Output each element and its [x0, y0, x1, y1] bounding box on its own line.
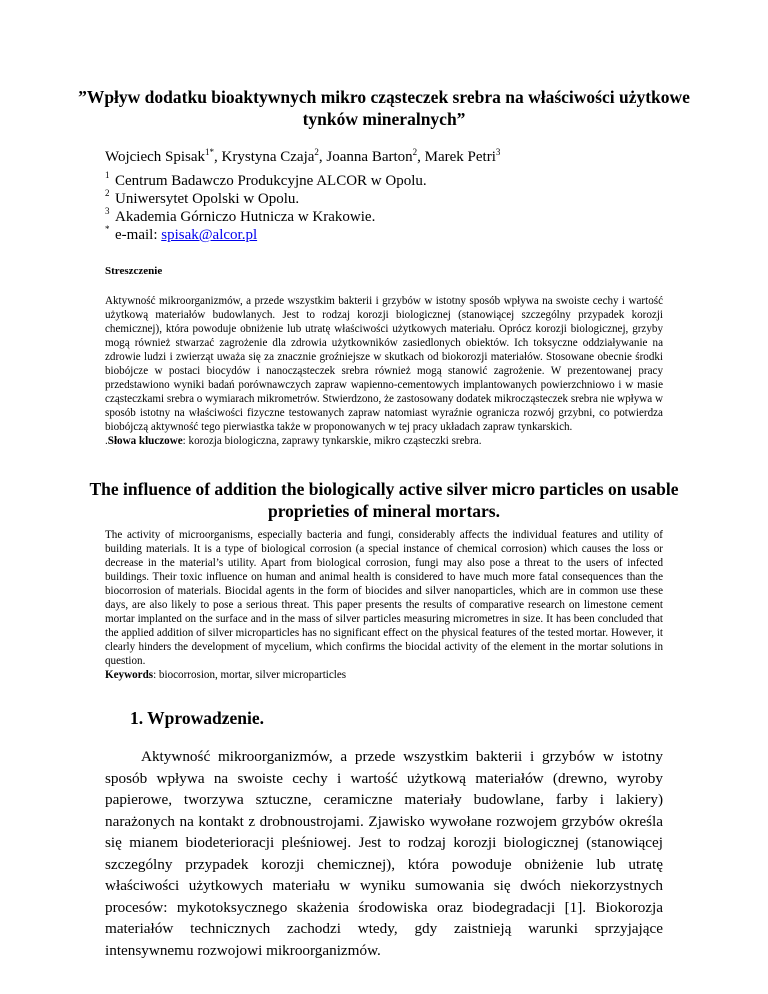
paper-title-polish: ”Wpływ dodatku bioaktywnych mikro cząsteczek srebra na właściwości użytkowe tynków mineralnych”	[78, 87, 690, 129]
author-name: Joanna Barton	[326, 149, 413, 165]
abstract-polish-text: Aktywność mikroorganizmów, a przede wszystkim bakterii i grzybów w istotny sposób wpływa na swoiste cechy i wartość użytkową materiałów budowlanych. Jest to rodzaj korozji biologicznej (stanowiącej szczególny przypadek korozji chemicznej), która powoduje obniżenie lub utratę właściwości użytkowych materiału. Oprócz korozji biologicznej, grzyby mogą również stwarzać zagrożenie dla zdrowia użytkowników zasiedlonych obiektów. Ich toksyczne oddziaływanie na zdrowie ludzi i zwierząt uważa się za znacznie groźniejsze w skutkach od biokorozji materiałów. Stosowane obecnie środki biobójcze w postaci biocydów i nanocząsteczek srebra również mogą stanowić zagrożenie. W prezentowanej pracy przedstawiono wyniki badań porównawczych zapraw wapienno-cementowych implantowanych powierzchniowo i w masie cząsteczkami srebra o wymiarach mikrometrów. Stwierdzono, że zastosowany dodatek mikrocząsteczek srebra nie wpływa w sposób istotny na właściwości fizyczne testowanych zapraw natomiast wyraźnie ogranicza rozwój grzybni, co potwierdza biobójczą aktywność tego pierwiastka także w proponowanych w tej pracy układach zapraw tynkarskich.	[105, 295, 663, 434]
author-name: Marek Petri	[424, 149, 496, 165]
affiliation-text: Uniwersytet Opolski w Opolu.	[115, 191, 300, 207]
author-list: Wojciech Spisak$^{1*}$, Krystyna Czaja$^2$, Joanna Barton$^2$, Marek Petri$^3$	[105, 147, 501, 165]
keywords-list: : korozja biologiczna, zaprawy tynkarskie, mikro cząsteczki srebra.	[182, 435, 482, 448]
keywords-english	[105, 668, 663, 682]
keywords-label: Słowa kluczowe	[107, 435, 183, 448]
email-link[interactable]: spisak@alcor.pl	[161, 227, 258, 243]
author-affiliation-mark: 1*	[205, 147, 215, 157]
keywords-polish	[105, 434, 663, 448]
paper-title-english: The influence of addition the biologically active silver micro particles on usable proprieties of mineral mortars.	[89, 479, 679, 521]
author-name: Krystyna Czaja	[221, 149, 315, 165]
abstract-english	[105, 528, 663, 683]
affiliation-text: Akademia Górniczo Hutnicza w Krakowie.	[115, 209, 376, 225]
section-paragraph: Aktywność mikroorganizmów, a przede wszystkim bakterii i grzybów w istotny sposób wpływa na swoiste cechy i wartość użytkową materiałów (drewno, wyroby papierowe, tworzywa sztuczne, ceramiczne materiały budowlane, farby i lakiery) narażonych na kontakt z drobnoustrojami. Zjawisko wywołane rozwojem grzybów określa się mianem biodeterioracji pleśniowej. Jest to rodzaj korozji biologicznej (stanowiącej szczególny przypadek korozji chemicznej), która powoduje obniżenie lub utratę właściwości użytkowych materiału w wyniku sumowania się dwóch niekorzystnych procesów: mykotoksycznego skażenia środowiska oraz biodegradacji [1]. Biokorozja materiałów technicznych zachodzi wtedy, gdy zaistnieją warunki sprzyjające intensywnemu rozwojowi mikroorganizmów.	[105, 748, 663, 959]
section-heading: 1. Wprowadzenie.	[130, 708, 265, 728]
author-affiliation-mark: 3	[495, 147, 501, 157]
keywords-prefix: .	[105, 435, 108, 448]
affiliation-text: Centrum Badawczo Produkcyjne ALCOR w Opolu.	[115, 173, 427, 189]
abstract-polish	[105, 294, 663, 449]
abstract-heading: Streszczenie	[105, 265, 163, 277]
section-body	[105, 746, 663, 961]
document-page: ”Wpływ dodatku bioaktywnych mikro cząsteczek srebra na właściwości użytkowe tynków mineralnych” Wojciech Spisak$^{1*}$, Krystyna Czaja$^2$, Joanna Barton$^2$, Marek Petri$^3$ 1 Centrum Badawczo Produkcyjne ALCOR w Opolu. 2 Uniwersytet Opolski w Opolu. 3 Akademia Górniczo Hutnicza w Krakowie. * e-mail: spisak@alcor.pl Streszczenie Aktywność mikroorganizmów, a przede wszystkim bakterii i grzybów w istotny sposób wpływa na swoiste cechy i wartość użytkową materiałów budowlanych. Jest to rodzaj korozji biologicznej (stanowiącej szczególny przypadek korozji chemicznej), która powoduje obniżenie lub utratę właściwości użytkowych materiału. Oprócz korozji biologicznej, grzyby mogą również stwarzać zagrożenie dla zdrowia użytkowników zasiedlonych obiektów. Ich toksyczne oddziaływanie na zdrowie ludzi i zwierząt uważa się za znacznie groźniejsze w skutkach od biokorozji materiałów. Stosowane obecnie środki biobójcze w postaci biocydów i nanocząsteczek srebra również mogą stanowić zagrożenie. W prezentowanej pracy przedstawiono wyniki badań porównawczych zapraw wapienno-cementowych implantowanych powierzchniowo i w masie cząsteczkami srebra o wymiarach mikrometrów. Stwierdzono, że zastosowany dodatek mikrocząsteczek srebra nie wpływa w sposób istotny na właściwości fizyczne testowanych zapraw natomiast wyraźnie ogranicza rozwój grzybni, co potwierdza biobójczą aktywność tego pierwiastka także w proponowanych w tej pracy układach zapraw tynkarskich. .Słowa kluczowe: korozja biologiczna, zaprawy tynkarskie, mikro cząsteczki srebra. The influence of addition the biologically active silver micro particles on usable proprieties of mineral mortars. The activity of microorganisms, especially bacteria and fungi, considerably affects the individual features and utility of building materials. It is a type of biological corrosion (a special instance of chemical corrosion) which causes the loss or decrease in the material’s utility. Apart from biological corrosion, fungi may also pose a threat to the users of infected buildings. Their toxic influence on human and animal health is considered to have much more fatal consequences than the biocorrosion of materials. Biocidal agents in the form of biocides and silver nanoparticles, which are in common use these days, are also likely to pose a serious threat. This paper presents the results of comparative research on limestone cement mortar implanted on the surface and in the mass of silver particles measuring micrometres in size. It has been concluded that the applied addition of silver microparticles has no significant effect on the physical features of the tested mortar. However, it clearly hinders the development of mycelium, which confirms the biocidal activity of the element in the mortar solutions in question. Keywords: biocorrosion, mortar, silver microparticles 1. Wprowadzenie. Aktywność mikroorganizmów, a przede wszystkim bakterii i grzybów w istotny sposób wpływa na swoiste cechy i wartość użytkową materiałów (drewno, wyroby papierowe, tworzywa sztuczne, ceramiczne materiały budowlane, farby i lakiery) narażonych na kontakt z drobnoustrojami. Zjawisko wywołane rozwojem grzybów określa się mianem biodeterioracji pleśniowej. Jest to rodzaj korozji biologicznej (stanowiącej szczególny przypadek korozji chemicznej), która powoduje obniżenie lub utratę właściwości użytkowych materiału w wyniku sumowania się dwóch niekorzystnych procesów: mykotoksycznego skażenia środowiska oraz biodegradacji [1]. Biokorozja materiałów technicznych zachodzi wtedy, gdy zaistnieją warunki sprzyjające intensywnemu rozwojowi mikroorganizmów.	[0, 0, 768, 994]
author-affiliation-mark: 2	[314, 147, 319, 157]
keywords-label: Keywords	[105, 669, 154, 682]
email-label: e-mail:	[115, 227, 162, 243]
abstract-english-text: The activity of microorganisms, especially bacteria and fungi, considerably affects the individual features and utility of building materials. It is a type of biological corrosion (a special instance of chemical corrosion) which causes the loss or decrease in the material’s utility. Apart from biological corrosion, fungi may also pose a threat to the users of infected buildings. Their toxic influence on human and animal health is considered to have much more fatal consequences than the biocorrosion of materials. Biocidal agents in the form of biocides and silver nanoparticles, which are in common use these days, are also likely to pose a serious threat. This paper presents the results of comparative research on limestone cement mortar implanted on the surface and in the mass of silver particles measuring micrometres in size. It has been concluded that the applied addition of silver microparticles has no significant effect on the physical features of the tested mortar. However, it clearly hinders the development of mycelium, which confirms the biocidal activity of the element in the mortar solutions in question.	[105, 529, 663, 668]
author-name: Wojciech Spisak	[105, 149, 206, 165]
email-text	[115, 226, 257, 244]
author-affiliation-mark: 2	[412, 147, 418, 157]
keywords-list: : biocorrosion, mortar, silver microparticles	[153, 669, 347, 682]
